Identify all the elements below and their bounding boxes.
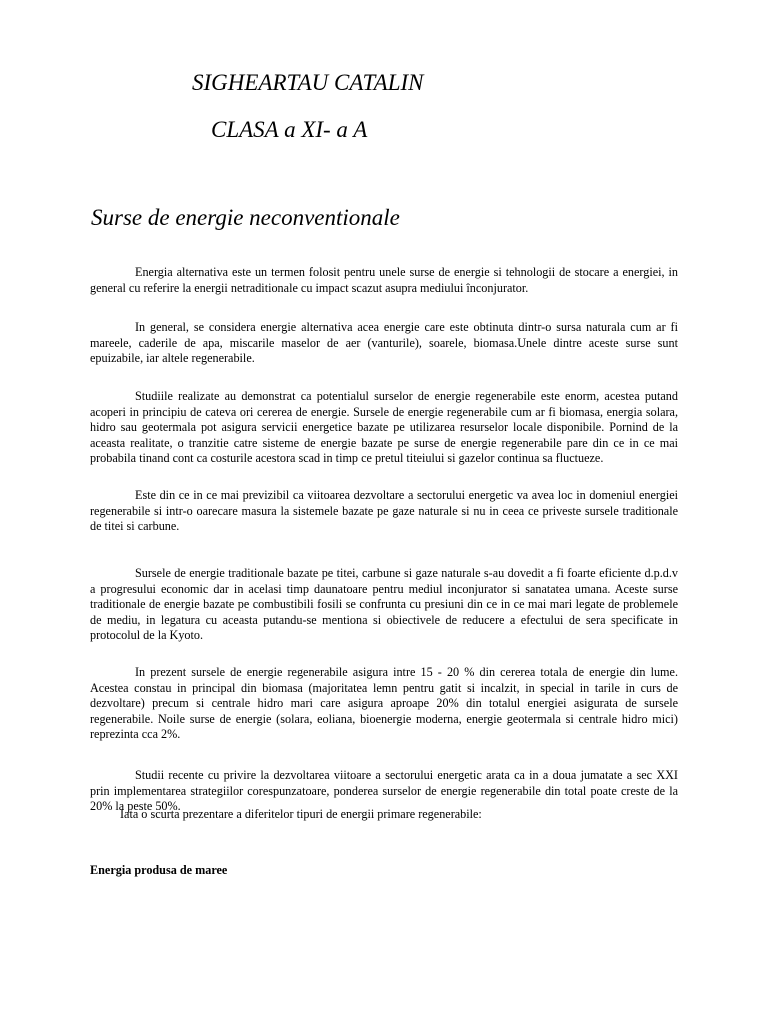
paragraph-2: In general, se considera energie alternativa acea energie care este obtinuta dintr-o sursa naturala cum ar fi mareele, caderile de apa, miscarile maselor de aer (vanturile), soarele, biomasa.Unele dintre aceste surse sunt epuizabile, iar altele regenerabile. — [90, 320, 678, 366]
paragraph-8: Iata o scurta prezentare a diferitelor tipuri de energii primare regenerabile: — [120, 807, 482, 821]
paragraph-1: Energia alternativa este un termen folosit pentru unele surse de energie si tehnologii de stocare a energiei, in general cu referire la energii netraditionale cu impact scazut asupra mediului înconjurator. — [90, 265, 678, 295]
class-label: CLASA a XI- a A — [211, 117, 368, 142]
paragraph-4: Este din ce in ce mai previzibil ca viitoarea dezvoltare a sectorului energetic va avea loc in domeniul energiei regenerabile si intr-o oarecare masura la sistemele bazate pe gaze naturale si nu in ceea ce priveste sursele traditionale de titei si carbune. — [90, 488, 678, 534]
document-title: Surse de energie neconventionale — [91, 205, 400, 230]
paragraph-7: Studii recente cu privire la dezvoltarea viitoare a sectorului energetic arata ca in a doua jumatate a sec XXI prin implementarea strategiilor corespunzatoare, ponderea surselor de energie regenerabile din total poate creste de la 20% la peste 50%. — [90, 768, 678, 814]
paragraph-6: In prezent sursele de energie regenerabile asigura intre 15 - 20 % din cererea totala de energie din lume. Acestea constau in principal din biomasa (majoritatea lemn pentru gatit si incalzit, in special in tarile in curs de dezvoltare) precum si centrale hidro mari care asigura aproape 20% din totalul energiei asigurata de sursele regenerabile. Noile surse de energie (solara, eoliana, bioenergie moderna, energie geotermala si centrale hidro mici) reprezinta cca 2%. — [90, 665, 678, 742]
author-name: SIGHEARTAU CATALIN — [192, 70, 424, 95]
paragraph-3: Studiile realizate au demonstrat ca potentialul surselor de energie regenerabile este enorm, acestea putand acoperi in principiu de cateva ori cererea de energie. Sursele de energie regenerabile cum ar fi biomasa, energia solara, hidro sau geotermala pot asigura servicii energetice bazate pe utilizarea resurselor locale disponibile. Pornind de la aceasta realitate, o tranzitie catre sisteme de energie bazate pe surse de energie regenerabile pare din ce in ce mai probabila tinand cont ca costurile acestora scad in timp ce pretul titeiului si gazelor continua sa fluctueze. — [90, 389, 678, 466]
paragraph-5: Sursele de energie traditionale bazate pe titei, carbune si gaze naturale s-au dovedit a fi foarte eficiente d.p.d.v a progresului economic dar in acelasi timp daunatoare pentru mediul inconjurator si sanatatea umana. Aceste surse traditionale de energie bazate pe combustibili fosili se confrunta cu presiuni din ce in ce mai mari legate de problemele de mediu, in legatura cu aceasta putandu-se mentiona si obiectivele de reducere a efectului de sera specificate in protocolul de la Kyoto. — [90, 566, 678, 643]
section-heading: Energia produsa de maree — [90, 863, 228, 877]
